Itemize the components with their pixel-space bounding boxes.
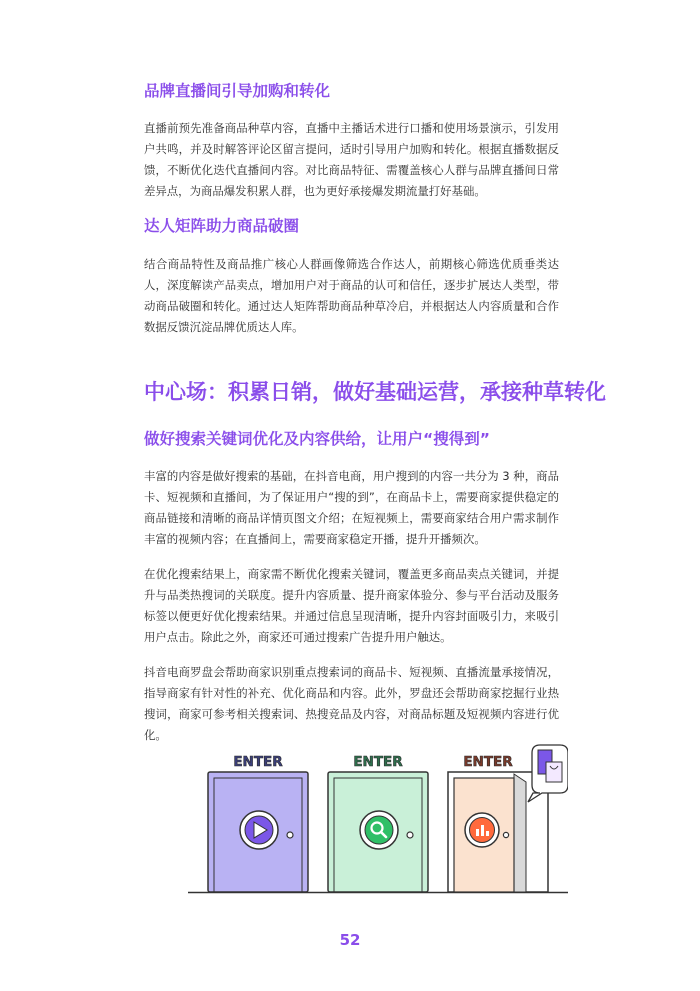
enter-sign: ENTER (463, 754, 513, 770)
door-play (208, 754, 308, 892)
paragraph-livestream: 直播前预先准备商品种草内容，直播中主播话术进行口播和使用场景演示，引发用户共鸣，并及时解答评论区留言提问，适时引导用户加购和转化。根据直播数据反馈，不断优化迭代直播间内容。对比商品特征、需覆盖核心人群与品牌直播间日常差异点，为商品爆发积累人群，也为更好承接爆发期流量打好基础。 (144, 121, 559, 198)
door-knob (407, 832, 413, 838)
section-heading-livestream: 品牌直播间引导加购和转化 (144, 82, 331, 100)
doors-illustration (188, 742, 568, 900)
paragraph-search-optimization: 在优化搜索结果上，商家需不断优化搜索关键词，覆盖更多商品卖点关键词，并提升与品类热搜词的关联度。提升内容质量、提升商家体验分、参与平台活动及服务标签以便更好优化搜索结果。并通过信息呈现清晰，提升内容封面吸引力，来吸引用户点击。除此之外，商家还可通过搜索广告提升用户触达。 (144, 567, 559, 644)
paragraph-influencer: 结合商品特性及商品推广核心人群画像筛选合作达人，前期核心筛选优质垂类达人，深度解读产品卖点，增加用户对于商品的认可和信任，逐步扩展达人类型，带动商品破圈和转化。通过达人矩阵帮助商品种草冷启，并根据达人内容质量和合作数据反馈沉淀品牌优质达人库。 (144, 257, 559, 334)
enter-sign: ENTER (233, 754, 283, 770)
door-chart (448, 745, 568, 892)
door-search (328, 754, 428, 892)
paragraph-compass: 抖音电商罗盘会帮助商家识别重点搜索词的商品卡、短视频、直播流量承接情况，指导商家有针对性的补充、优化商品和内容。此外，罗盘还会帮助商家挖掘行业热搜词，商家可参考相关搜索词、热搜竞品及内容，对商品标题及短视频内容进行优化。 (144, 665, 559, 742)
door-knob (503, 832, 508, 837)
page-number: 52 (339, 931, 361, 949)
enter-sign: ENTER (353, 754, 403, 770)
main-heading: 中心场：积累日销，做好基础运营，承接种草转化 (144, 380, 606, 404)
section-heading-search: 做好搜索关键词优化及内容供给，让用户“搜得到” (144, 430, 490, 448)
door-knob (287, 832, 293, 838)
paragraph-search-content: 丰富的内容是做好搜索的基础，在抖音电商，用户搜到的内容一共分为 3 种，商品卡、短视频和直播间，为了保证用户“搜的到”，在商品卡上，需要商家提供稳定的商品链接和清晰的商品详情页图文介绍；在短视频上，需要商家结合用户需求制作丰富的视频内容；在直播间上，需要商家稳定开播，提升开播频次。 (144, 469, 559, 546)
section-heading-influencer: 达人矩阵助力商品破圈 (144, 217, 300, 235)
